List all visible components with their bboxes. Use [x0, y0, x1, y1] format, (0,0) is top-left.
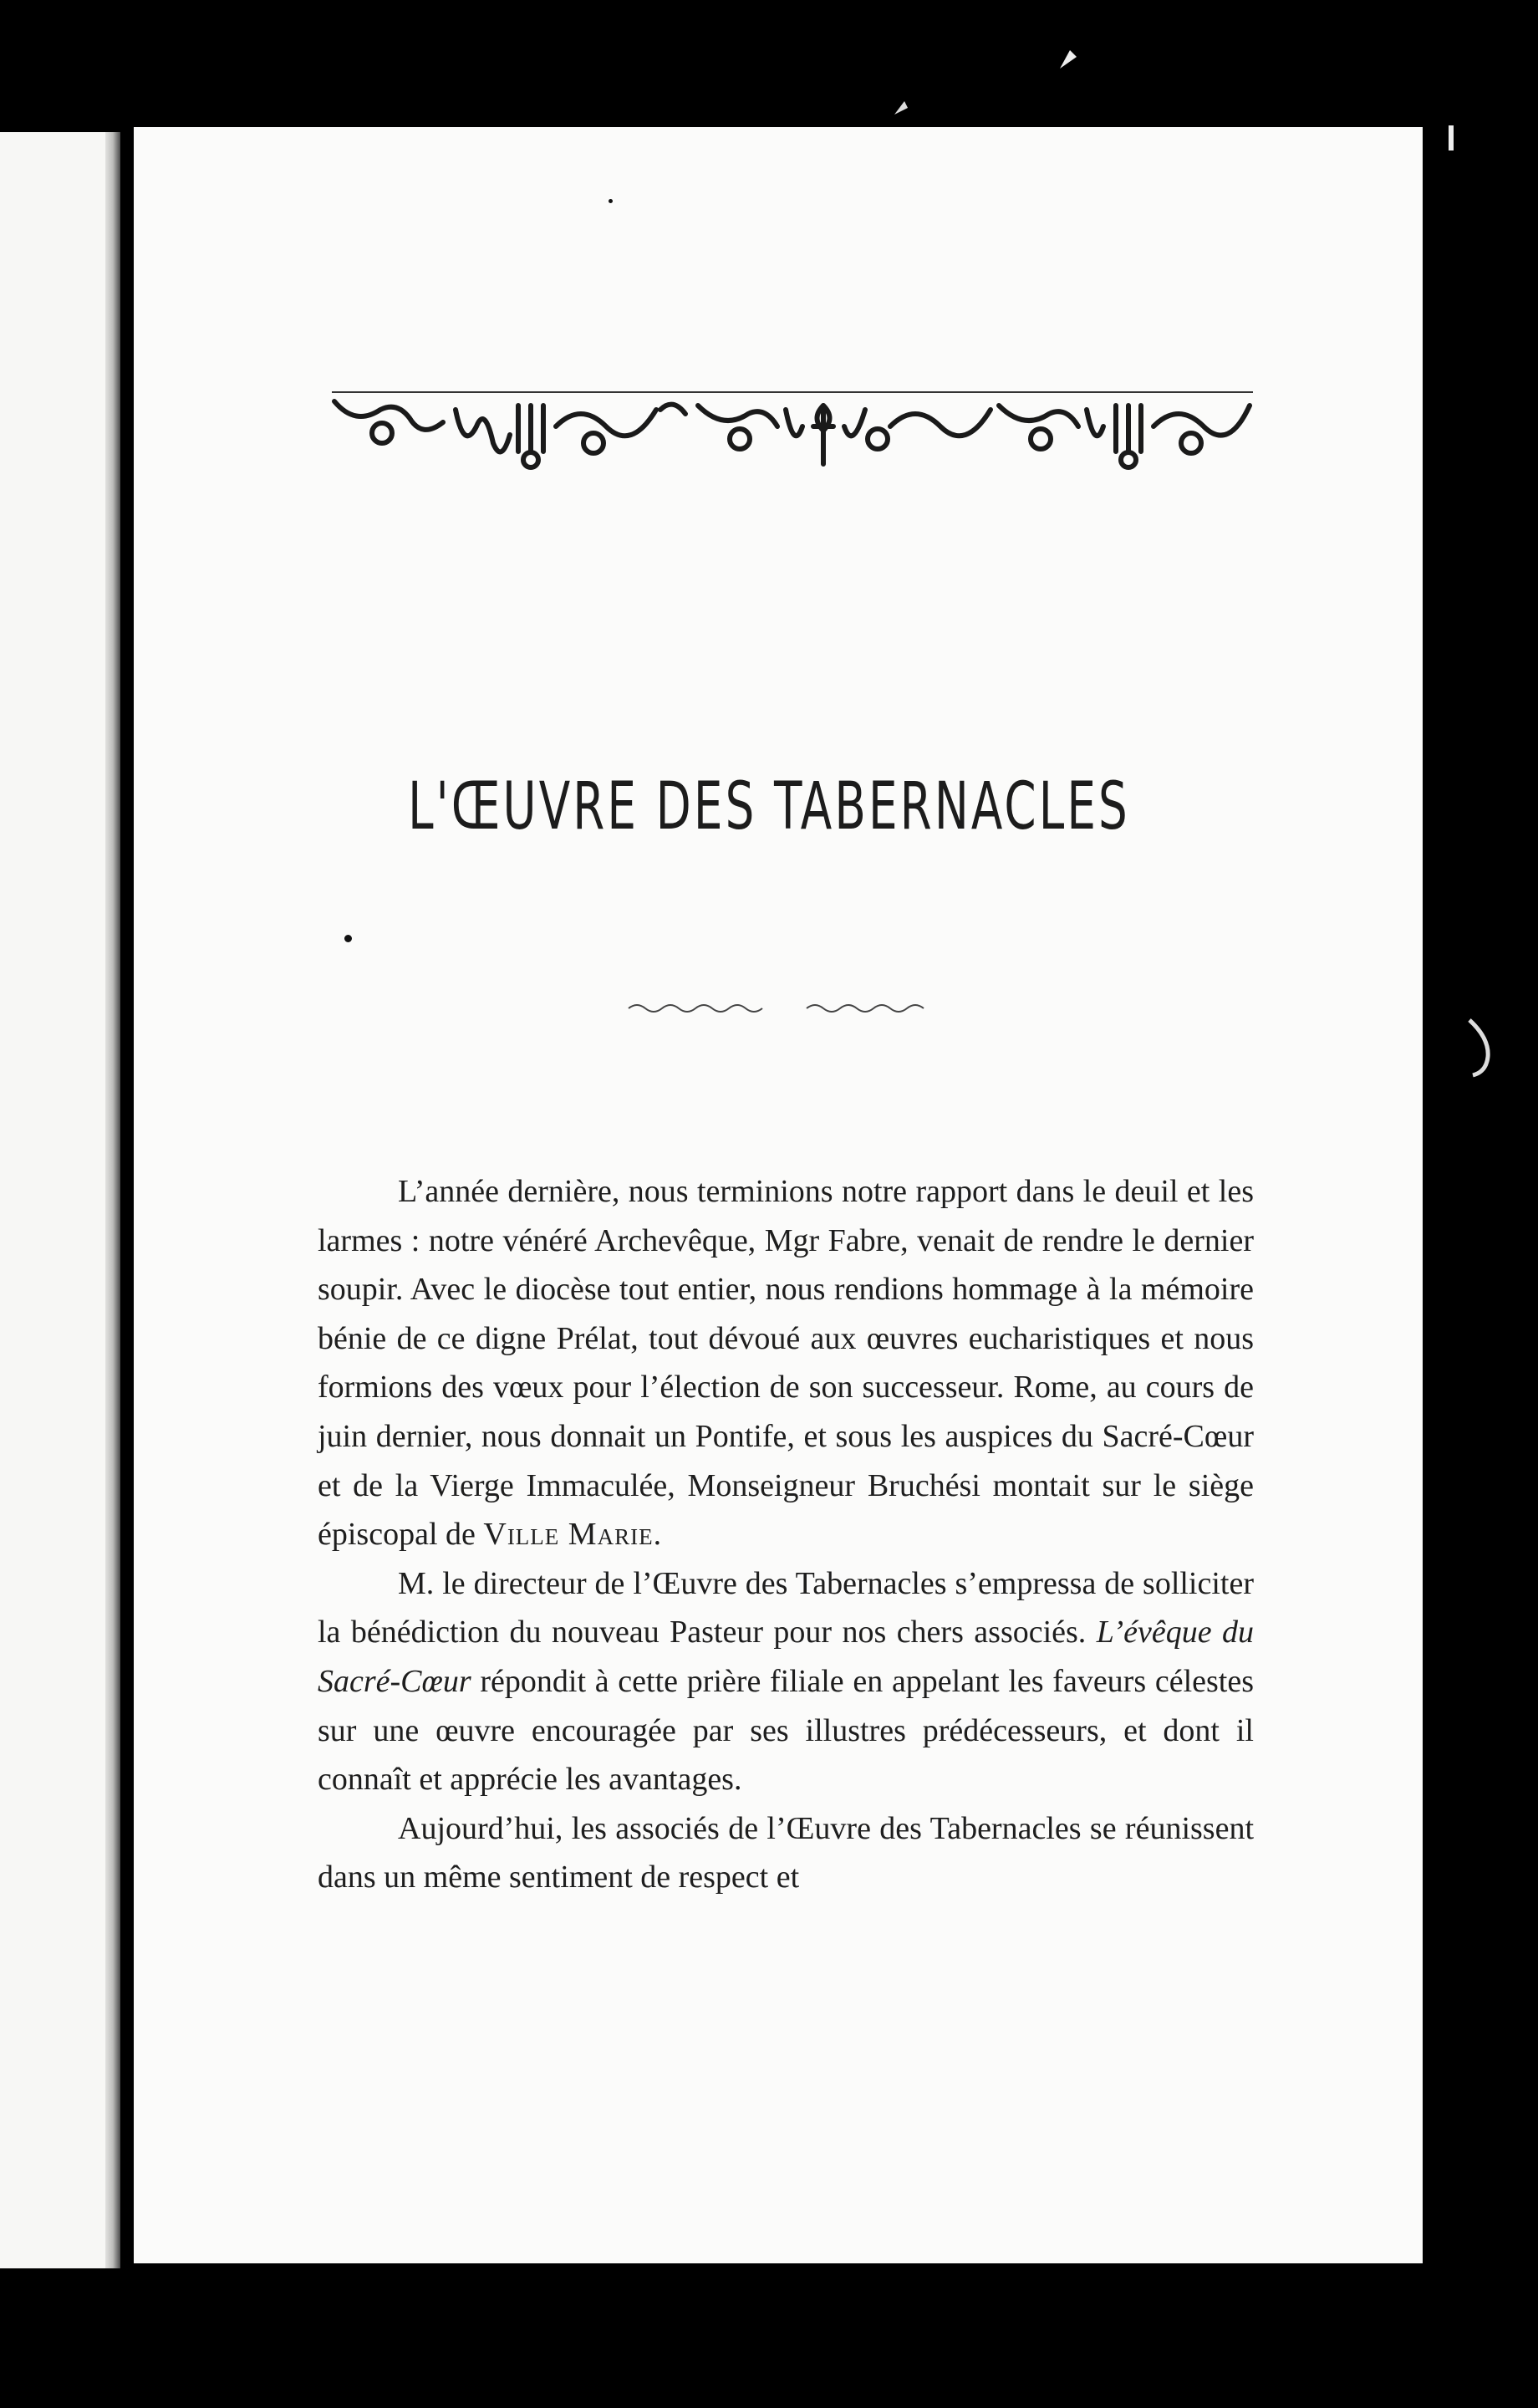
- scan-artifact-mark: [888, 96, 913, 121]
- decorative-headpiece-ornament: [330, 393, 1256, 477]
- paragraph-text: répondit à cette prière filiale en appelant les faveurs célestes sur une œuvre encouragée par ses illustres prédécesseurs, et dont il connaît et apprécie les avantages.: [318, 1663, 1254, 1798]
- scan-artifact-mark: [1052, 43, 1085, 77]
- paragraph: [318, 1167, 1254, 1559]
- paragraph-text: M. le directeur de l’Œuvre des Tabernacles s’empressa de solliciter la bénédiction du nouveau Pasteur pour nos chers associés.: [318, 1565, 1254, 1650]
- scan-artifact-mark: [1449, 125, 1454, 150]
- ink-speck: [344, 935, 352, 942]
- book-gutter: [105, 132, 120, 2268]
- smallcaps-text: Ville Marie: [483, 1517, 654, 1553]
- paragraph-text: Aujourd’hui, les associés de l’Œuvre des Tabernacles se réunissent dans un même sentiment de respect et: [318, 1810, 1254, 1895]
- paragraph-text: L’année dernière, nous terminions notre rapport dans le deuil et les larmes : notre vénéré Archevêque, Mgr Fabre, venait de rendre le dernier soupir. Avec le diocèse tout entier, nous rendions hommage à la mémoire bénie de ce digne Prélat, tout dévoué aux œuvres eucharistiques et nous formions des vœux pour l’élection de son successeur. Rome, au cours de juin dernier, nous donnait un Pontife, et sous les auspices du Sacré-Cœur et de la Vierge Immaculée, Monseigneur Bruchési montait sur le siège épiscopal de: [318, 1174, 1254, 1553]
- paragraph: [318, 1559, 1254, 1804]
- italic-text: L’évêque du Sacré-Cœur: [318, 1615, 1254, 1699]
- title-divider-flourish: [627, 997, 945, 1018]
- facing-page-edge: [0, 132, 120, 2268]
- ink-speck: [609, 199, 613, 203]
- paragraph: [318, 1804, 1254, 1902]
- scan-artifact-mark: [1464, 1013, 1498, 1080]
- chapter-title: L'ŒUVRE DES TABERNACLES: [408, 769, 1130, 844]
- body-text: [318, 1167, 1254, 1902]
- paragraph-text: .: [653, 1517, 662, 1553]
